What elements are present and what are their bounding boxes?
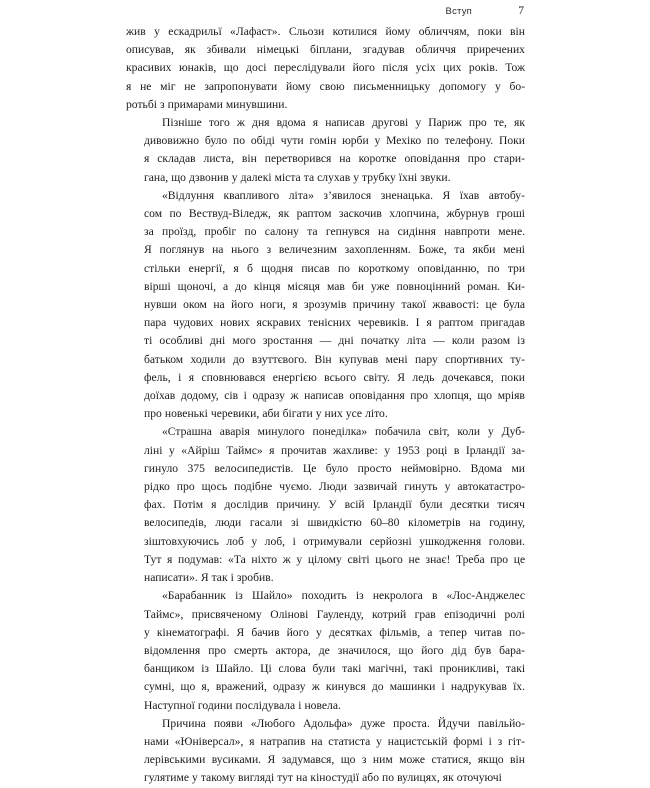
text-line: красивих юнаків, що досі переслідували його після усіх цих років. Тож	[126, 61, 526, 75]
text-line: за проїзд, пробіг по салону та гепнувся на сидіння навпроти мене.	[144, 225, 526, 239]
paragraph	[126, 423, 525, 587]
text-line: велосипедів, люди гасали зі швидкістю 60–80 кілометрів на годину,	[144, 516, 526, 530]
text-line: описував, як збивали німецькі біплани, згадував обличчя приречених	[126, 43, 525, 57]
text-line: ротьбі з примарами минувшини.	[126, 97, 288, 111]
text-line: я не міг не запропонувати йому свою письменницьку допомогу у бо-	[126, 79, 526, 93]
text-line: Причина появи «Любого Адольфа» дуже проста. Йдучи павільйо-	[162, 716, 525, 730]
text-line: ті особливі дні мого зростання — дні початку літа — коли разом із	[144, 334, 525, 348]
text-line: зіштовхуючись лоб у лоб, і отримували серйозні ушкодження голови.	[144, 534, 526, 548]
paragraph	[126, 587, 525, 714]
text-line: лерівськими вусиками. Я задумався, що з ним може статися, якщо він	[144, 753, 525, 767]
paragraph	[126, 715, 525, 788]
body-text-block	[126, 23, 526, 785]
text-line: написати». Я так і зробив.	[144, 571, 274, 585]
running-head	[126, 3, 524, 19]
text-line: гулятиме у такому вигляді тут на кіностудії або по вулицях, як оточуючі	[144, 771, 502, 785]
text-line: пара чудових нових яскравих тенісних черевиків. І я раптом пригадав	[144, 316, 525, 330]
text-line: я складав листа, він перетворився на коротке оповідання про стари-	[144, 152, 526, 166]
text-line: фель, і я сповнювався енергією всього світу. Я ледь дочекався, поки	[144, 370, 525, 384]
text-line: про новенькі черевики, аби бігати у них усе літо.	[144, 407, 388, 421]
paragraph	[126, 23, 525, 114]
text-line: дивовижно було по обіді чути гомін юрби у Мехіко по телефону. Поки	[144, 134, 525, 148]
text-line: відомлення про смерть актора, де значилося, що його дід був бара-	[144, 643, 526, 657]
paragraph	[126, 187, 525, 424]
text-line: Наступної години послідувала і новела.	[144, 698, 341, 712]
text-line: стільки енергії, я б щодня писав по короткому оповіданню, по три	[144, 261, 526, 275]
text-line: сом по Вествуд-Віледж, як раптом заскочив хлопчина, жбурнув гроші	[144, 207, 526, 221]
text-line: Тут я подумав: «Та ніхто ж у цілому світі цього не знає! Треба про це	[144, 552, 526, 566]
text-line: гинуло 375 велосипедистів. Це було просто неймовірно. Вдома ми	[144, 461, 525, 475]
text-line: нувши оком на його ноги, я зрозумів причину такої жвавості: це була	[144, 298, 526, 312]
text-line: Я поглянув на нього з величезним захопленням. Боже, та якби мені	[144, 243, 526, 257]
text-line: «Страшна аварія минулого понеділка» побачила світ, коли у Дуб-	[162, 425, 526, 439]
text-line: Пізніше того ж дня вдома я написав другові у Париж про те, як	[162, 116, 526, 130]
running-head-chapter-title: Вступ	[445, 5, 472, 17]
text-line: гана, що дзвонив у далекі міста та слухав у трубку їхні звуки.	[144, 170, 451, 184]
text-line: ліні у «Айріш Таймс» я прочитав жахливе: у 1953 році в Ірландії за-	[144, 443, 526, 457]
text-line: «Відлуння квапливого літа» з’явилося зненацька. Я їхав автобу-	[162, 188, 525, 202]
text-line: жив у ескадрильї «Лафаст». Сльози котилися йому обличчям, поки він	[126, 25, 525, 38]
text-line: батьком ходили до взуттєвого. Він купував мені пару спортивних ту-	[144, 352, 525, 366]
paragraph	[126, 114, 525, 187]
text-line: «Барабанник із Шайло» походить із некролога в «Лос-Анджелес	[162, 589, 525, 603]
text-line: банщиком із Шайло. Ці слова були такі магічні, такі проникливі, такі	[144, 662, 526, 676]
text-line: сумні, що я, вражений, одразу ж кинувся до машинки і надрукував їх.	[144, 680, 526, 694]
text-line: доїхав додому, сів і одразу ж написав оповідання про хлопця, що мріяв	[144, 389, 525, 403]
page-number: 7	[518, 5, 524, 17]
text-line: рідко про щось подібне чуємо. Люди зазвичай гинуть у автокатастро-	[144, 480, 526, 494]
text-line: вірші щоночі, а до кінця місяця мав би уже повноцінний роман. Ки-	[144, 279, 526, 293]
text-line: Таймс», присвяченому Олінові Гауленду, котрий грав епізодичні ролі	[144, 607, 526, 621]
text-line: нами «Юніверсал», я натрапив на статиста у нацистській формі і з гіт-	[144, 734, 525, 748]
text-line: фах. Потім я дослідив причину. У всій Ірландії були десятки тисяч	[144, 498, 525, 512]
text-line: у кінематографі. Я бачив його у десятках фільмів, а тепер читав по-	[144, 625, 525, 639]
